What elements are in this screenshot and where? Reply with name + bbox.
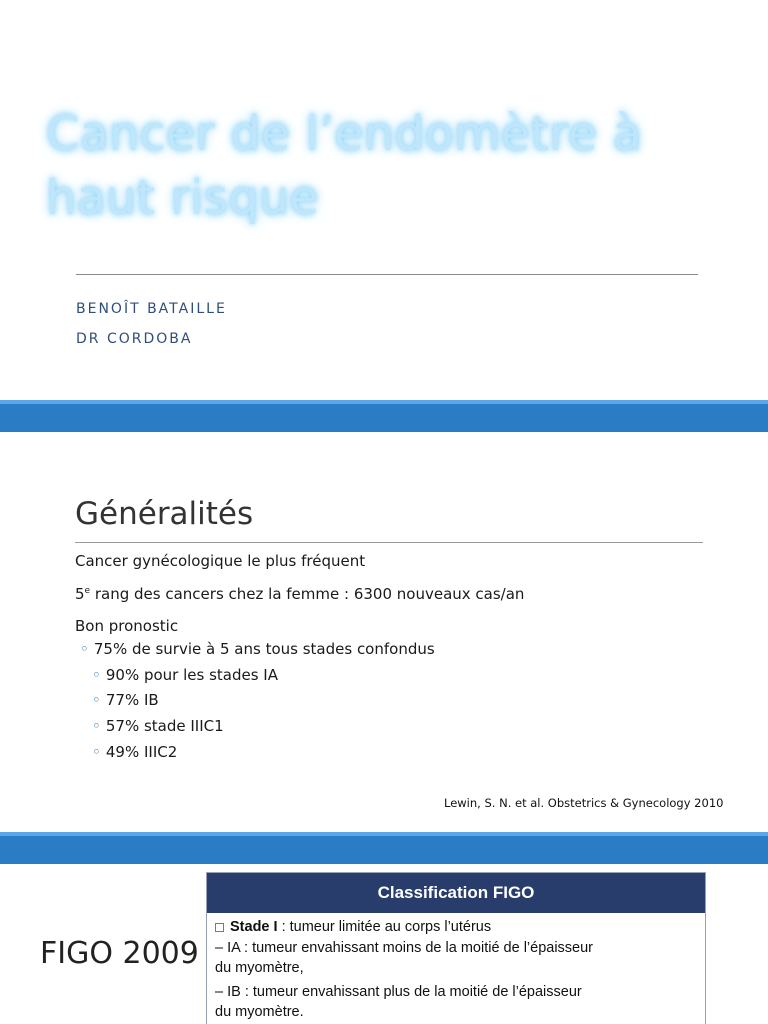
table-header: Classification FIGO: [207, 873, 705, 913]
slide-separator: [0, 400, 768, 432]
sub-sub-bullet: [92, 666, 278, 684]
slide-title: [46, 102, 746, 230]
rank-superscript: e: [84, 586, 91, 596]
stage-text: : tumeur limitée au corps l’utérus: [277, 919, 492, 935]
sub-sub-bullet: [92, 717, 224, 735]
author-name: BENOÎT BATAILLE: [76, 301, 227, 317]
author-name: DR CORDOBA: [76, 331, 193, 347]
sub-sub-bullet: [92, 743, 177, 761]
sub-bullet-text: 57% stade IIIC1: [105, 717, 224, 735]
figo-classification-table: [206, 872, 706, 1024]
stage-line: du myomètre.: [215, 1004, 304, 1020]
title-slide: [0, 0, 768, 400]
figo-slide: [0, 864, 768, 1024]
bullet-icon: ◦: [80, 640, 89, 658]
bullet-icon: ◦: [92, 666, 101, 684]
heading-divider: [75, 542, 703, 543]
stage-line: du myomètre,: [215, 960, 304, 976]
slide-separator: [0, 832, 768, 864]
slide-title: FIGO 2009: [40, 936, 199, 971]
bullet-icon: ◦: [92, 691, 101, 709]
sub-bullet: [80, 640, 435, 658]
bullet-icon: ◦: [92, 717, 101, 735]
separator-highlight: [0, 400, 768, 404]
separator-highlight: [0, 832, 768, 836]
generalities-slide: [0, 432, 768, 832]
bullet-text: Bon pronostic: [75, 617, 179, 635]
rank-number: 5: [75, 585, 85, 603]
stage-line: – IA : tumeur envahissant moins de la moitié de l’épaisseur: [215, 940, 594, 956]
title-line-2: haut risque: [46, 170, 319, 226]
sub-sub-bullet: [92, 691, 159, 709]
title-divider: [76, 274, 698, 275]
square-bullet-icon: [215, 923, 224, 932]
sub-bullet-text: 75% de survie à 5 ans tous stades confondus: [93, 640, 435, 658]
rank-text: rang des cancers chez la femme : 6300 nouveaux cas/an: [90, 585, 525, 603]
title-line-1: Cancer de l’endomètre à: [46, 106, 642, 162]
sub-bullet-text: 49% IIIC2: [105, 743, 178, 761]
bullet-text: Cancer gynécologique le plus fréquent: [75, 552, 366, 570]
stage-line: – IB : tumeur envahissant plus de la moitié de l’épaisseur: [215, 984, 582, 1000]
stage-label: Stade I: [230, 919, 278, 935]
stage-line: [215, 919, 491, 935]
bullet-text: [75, 585, 524, 603]
bullet-icon: ◦: [92, 743, 101, 761]
sub-bullet-text: 77% IB: [105, 691, 159, 709]
slide-heading: Généralités: [75, 496, 254, 532]
reference-citation: Lewin, S. N. et al. Obstetrics & Gynecology 2010: [444, 796, 724, 810]
sub-bullet-text: 90% pour les stades IA: [105, 666, 278, 684]
